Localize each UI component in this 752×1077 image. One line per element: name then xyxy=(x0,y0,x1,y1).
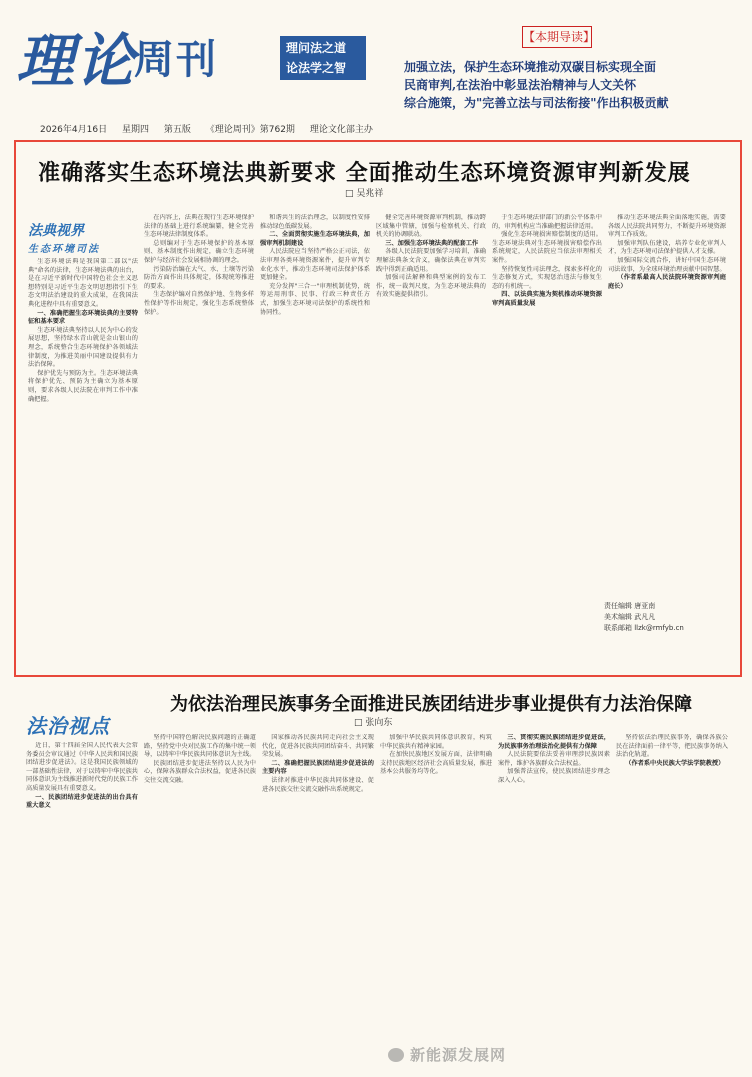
article2-column xyxy=(616,734,728,1034)
article-column xyxy=(376,214,486,668)
slogan-line-2: 论法学之智 xyxy=(286,61,347,75)
logo-sub: 周刊 xyxy=(134,36,218,83)
article2-column xyxy=(262,734,374,1060)
paragraph: 生态保护编对自然保护地、生物多样性保护等作出规定，强化生态系统整体保护。 xyxy=(144,291,254,316)
paragraph: 总则编对于生态环境保护的基本原则、基本制度作出规定，确立生态环境保护与经济社会发展相协调的理念。 xyxy=(144,239,254,264)
article2-column xyxy=(144,734,256,1060)
slogan-line-1: 理问法之道 xyxy=(286,41,347,55)
paragraph: 充分发挥"三合一"审理机制优势，统筹运用刑事、民事、行政三种责任方式，加强生态环境司法保护的系统性和协同性。 xyxy=(260,282,370,316)
watermark-icon xyxy=(388,1048,404,1062)
article-column xyxy=(608,214,726,594)
paragraph: 加强国际交流合作，讲好中国生态环境司法故事，为全球环境治理贡献中国智慧。 xyxy=(608,256,726,273)
article2-byline: □ 张向东 xyxy=(354,718,393,728)
paragraph: 和谐共生的法治理念，以制度性安排推动绿色低碳发展。 xyxy=(260,214,370,230)
section-badge xyxy=(26,710,144,740)
slogan-box xyxy=(280,36,366,80)
paragraph: 在加快民族地区发展方面，法律明确支持民族地区经济社会高质量发展，推进基本公共服务均等化。 xyxy=(380,751,492,776)
article2-column xyxy=(26,742,138,1060)
paragraph: 生态环境法典坚持以人民为中心的发展思想，坚持绿水青山就是金山银山的理念，系统整合生态环境保护各领域法律制度，为推进美丽中国建设提供有力法治保障。 xyxy=(28,326,138,369)
paragraph: 坚持恢复性司法理念，探索多样化的生态修复方式，实现惩治违法与修复生态的有机统一。 xyxy=(492,265,602,290)
paragraph: 污染防治编在大气、水、土壤等污染防治方面作出具体规定，体现统筹推进的要求。 xyxy=(144,265,254,290)
paragraph: 各级人民法院要加强学习培训，准确理解法典条文含义，确保法典在审判实践中得到正确适用。 xyxy=(376,248,486,273)
article2-column xyxy=(498,734,610,1034)
section-heading: 三、贯彻实施民族团结进步促进法，为民族事务治理法治化提供有力保障 xyxy=(498,734,610,750)
section-heading: 一、准确把握生态环境法典的主要特征和基本要求 xyxy=(28,309,138,326)
article-column xyxy=(28,258,138,668)
section-heading: 二、全面贯彻实施生态环境法典，加强审判机制建设 xyxy=(260,231,370,247)
article-headline[interactable]: 准确落实生态环境法典新要求 全面推动生态环境资源审判新发展 xyxy=(38,160,691,186)
issue-section: 理论文化部主办 xyxy=(309,125,373,135)
section-badge-text: 法治视点 xyxy=(26,714,110,738)
paragraph: 法律对推进中华民族共同体建设、促进各民族交往交流交融作出系统规定。 xyxy=(262,776,374,793)
table-of-contents xyxy=(374,26,740,110)
paragraph: 在内容上，法典在现行生态环境保护法律的基础上进行系统编纂，健全完善生态环境法律制度体系。 xyxy=(144,214,254,239)
section-heading: 四、以法典实施为契机推动环境资源审判高质量发展 xyxy=(492,291,602,307)
paragraph: 加强普法宣传，使民族团结进步理念深入人心。 xyxy=(498,768,610,784)
paragraph: 坚持中国特色解决民族问题的正确道路，坚持党中央对民族工作的集中统一领导，以铸牢中华民族共同体意识为主线。 xyxy=(144,734,256,759)
editor-email[interactable]: 联系邮箱 llzk@rmfyb.cn xyxy=(604,624,684,632)
article-byline: □ 吴兆祥 xyxy=(345,189,384,199)
paragraph: 人民法院要依法妥善审理涉民族因素案件，维护各族群众合法权益。 xyxy=(498,751,610,767)
paragraph: 民族团结进步促进法坚持以人民为中心，保障各族群众合法权益，促进各民族交往交流交融。 xyxy=(144,759,256,784)
toc-item[interactable]: 综合施策，为"完善立法与司法衔接"作出积极贡献 xyxy=(404,96,669,110)
section-heading: 一、民族团结进步促进法的出台具有重大意义 xyxy=(26,793,138,810)
issue-page: 第五版 xyxy=(163,125,191,135)
column-badge xyxy=(28,220,116,255)
masthead xyxy=(0,0,752,112)
editor-line: 美术编辑 武凡凡 xyxy=(604,613,656,621)
section-heading: 三、加强生态环境法典的配套工作 xyxy=(385,239,479,247)
badge-subtitle: 生态环境司法 xyxy=(28,244,100,255)
author-note: （作者系中央民族大学法学院教授） xyxy=(625,759,725,767)
article2-headline[interactable]: 为依法治理民族事务全面推进民族团结进步事业提供有力法治保障 xyxy=(170,694,692,715)
paragraph: 加强中华民族共同体意识教育，构筑中华民族共有精神家园。 xyxy=(380,734,492,750)
paragraph: 加强审判队伍建设，培养专业化审判人才，为生态环境司法保护提供人才支撑。 xyxy=(608,239,726,256)
paragraph: 人民法院应当坚持严格公正司法，依法审理各类环境资源案件，提升审判专业化水平，推动生态环境司法保护体系更加健全。 xyxy=(260,248,370,282)
toc-item[interactable]: 民商审判,在法治中彰显法治精神与人文关怀 xyxy=(404,78,637,92)
author-note: （作者系最高人民法院环境资源审判庭庭长） xyxy=(608,274,726,290)
paragraph: 推动生态环境法典全面落地实施，需要各级人民法院共同努力，不断提升环境资源审判工作质效。 xyxy=(608,214,726,239)
editor-line: 责任编辑 唐亚南 xyxy=(604,602,656,610)
paragraph: 近日，第十四届全国人民代表大会常务委员会审议通过《中华人民共和国民族团结进步促进法》。这是我国民族领域的一部基础性法律，对于以铸牢中华民族共同体意识为主线推进新时代党的民族工作高质量发展具有重要意义。 xyxy=(26,742,138,792)
article-column xyxy=(492,214,602,668)
article2-column xyxy=(380,734,492,1034)
issue-weekday: 星期四 xyxy=(121,125,149,135)
issue-date: 2026年4月16日 xyxy=(40,125,108,135)
issue-number: 《理论周刊》第762期 xyxy=(205,125,295,135)
paragraph: 生态环境法典是我国第二部以"法典"命名的法律，生态环境法典的出台，是在习近平新时代中国特色社会主义思想特别是习近平生态文明思想指引下生态文明法治建设的重大成果，在我国法典化进程中具有重要意义。 xyxy=(28,258,138,308)
paragraph: 保护优先与预防为主。生态环境法典将保护优先、预防为主确立为基本原则，要求各级人民法院在审判工作中准确把握。 xyxy=(28,369,138,403)
watermark: 新能源发展网 xyxy=(410,1046,507,1064)
paragraph: 健全完善环境资源审判机制，推动跨区域集中管辖，加强与检察机关、行政机关的协调联动。 xyxy=(376,214,486,239)
article-column xyxy=(260,214,370,668)
logo: 理论 xyxy=(16,27,137,95)
paragraph: 坚持依法治理民族事务，确保各族公民在法律面前一律平等，把民族事务纳入法治化轨道。 xyxy=(616,734,728,759)
paragraph: 加强司法解释和典型案例的发布工作，统一裁判尺度，为生态环境法典的有效实施提供指引。 xyxy=(376,274,486,299)
badge-title: 法典视界 xyxy=(28,223,84,239)
paragraph: 强化生态环境损害赔偿制度的适用。生态环境法典对生态环境损害赔偿作出系统规定，人民法院应当依法审理相关案件。 xyxy=(492,231,602,264)
paragraph: 于生态环境法律部门的新公平体系中的，审判机构应当准确把握法律适用。 xyxy=(492,214,602,230)
paragraph: 国家推动各民族共同走向社会主义现代化，促进各民族共同团结奋斗、共同繁荣发展。 xyxy=(262,734,374,759)
toc-title: 【本期导读】 xyxy=(522,26,592,48)
section-heading: 二、准确把握民族团结进步促进法的主要内容 xyxy=(262,759,374,776)
article-column xyxy=(144,214,254,668)
issue-meta-bar xyxy=(40,122,385,135)
editor-credits xyxy=(604,601,684,634)
toc-item[interactable]: 加强立法，保护生态环境推动双碳目标实现全面 xyxy=(404,60,657,74)
